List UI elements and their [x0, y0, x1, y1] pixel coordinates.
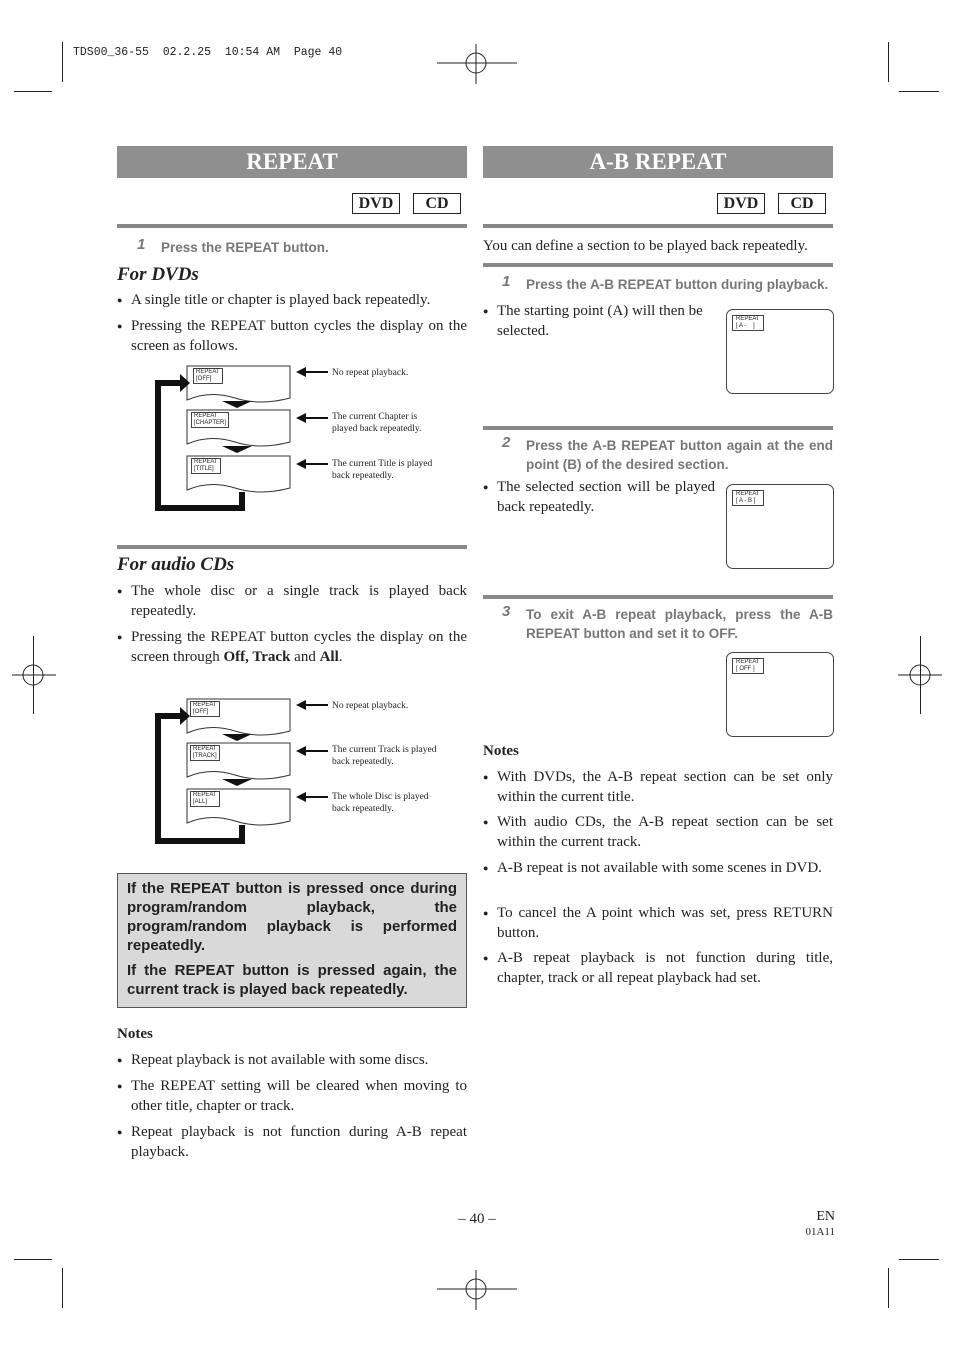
list-item: ● The REPEAT setting will be cleared when moving to other title, chapter or track.: [117, 1077, 467, 1116]
notes-heading: Notes: [483, 743, 519, 759]
step-number: 2: [502, 434, 511, 451]
registration-mark-right: [898, 655, 942, 695]
diagram-label: The current Title is played back repeatedly.: [332, 459, 433, 481]
note-paragraph: If the REPEAT button is pressed again, the current track is played back repeatedly.: [127, 962, 457, 998]
osd-ab-ab: REPEAT [ A - B ]: [732, 490, 764, 506]
osd-ab-a: REPEAT [ A - ]: [732, 315, 764, 331]
list-item: ● A-B repeat playback is not function during title, chapter, track or all repeat playback had set.: [483, 949, 833, 988]
tv-screen-osd: [726, 652, 834, 737]
diagram-label: The current Chapter is played back repeatedly.: [332, 412, 422, 434]
divider: [117, 224, 467, 228]
osd-repeat-track: REPEAT [TRACK]: [190, 745, 220, 761]
divider: [117, 545, 467, 549]
language-code: EN: [816, 1209, 835, 1224]
list-item: ● Repeat playback is not available with some discs.: [117, 1051, 467, 1071]
diagram-label: The whole Disc is played back repeatedly.: [332, 792, 429, 814]
step-instruction: To exit A-B repeat playback, press the A-B REPEAT button and set it to OFF.: [526, 607, 833, 641]
registration-mark-bottom: [437, 1270, 517, 1310]
divider: [483, 426, 833, 430]
list-item: ● A-B repeat is not available with some scenes in DVD.: [483, 859, 833, 879]
list-item: ● The selected section will be played back repeatedly.: [483, 478, 715, 517]
section-title-ab-repeat: A-B REPEAT: [483, 146, 833, 178]
dvd-badge: DVD: [717, 193, 765, 214]
intro-text: You can define a section to be played back repeatedly.: [483, 238, 808, 254]
print-slug: TDS00_36-55 02.2.25 10:54 AM Page 40: [73, 46, 343, 59]
page-number: – 40 –: [458, 1211, 496, 1227]
divider: [483, 263, 833, 267]
list-item: ● To cancel the A point which was set, press RETURN button.: [483, 904, 833, 943]
osd-repeat-title: REPEAT [TITLE]: [191, 458, 221, 474]
osd-repeat-off: REPEAT [OFF]: [193, 368, 223, 384]
step-number: 1: [502, 273, 511, 290]
list-item: ● With DVDs, the A-B repeat section can be set only within the current title.: [483, 768, 833, 807]
step-instruction: Press the A-B REPEAT button during playback.: [526, 277, 829, 292]
for-dvds-heading: For DVDs: [117, 264, 199, 285]
cd-badge: CD: [778, 193, 826, 214]
list-item: ● The starting point (A) will then be selected.: [483, 302, 715, 341]
osd-repeat-all: REPEAT [ALL]: [190, 791, 220, 807]
step-number: 1: [137, 236, 146, 253]
divider: [483, 595, 833, 599]
list-item: ● Repeat playback is not function during A-B repeat playback.: [117, 1123, 467, 1162]
program-random-note-box: [117, 873, 467, 1008]
for-audio-cds-heading: For audio CDs: [117, 554, 235, 575]
diagram-label: No repeat playback.: [332, 368, 409, 378]
document-code: 01A11: [805, 1226, 835, 1238]
list-item: ● Pressing the REPEAT button cycles the display on the screen through Off, Track and All.: [117, 628, 467, 667]
tv-screen-osd: [726, 309, 834, 394]
registration-mark-left: [12, 655, 56, 695]
list-item: ● With audio CDs, the A-B repeat section can be set within the current track.: [483, 813, 833, 852]
step-instruction: Press the REPEAT button.: [161, 240, 329, 255]
osd-ab-off: REPEAT [ OFF ]: [732, 658, 764, 674]
divider: [483, 224, 833, 228]
list-item: ● Pressing the REPEAT button cycles the display on the screen as follows.: [117, 317, 467, 356]
cd-badge: CD: [413, 193, 461, 214]
osd-repeat-chapter: REPEAT [CHAPTER]: [191, 412, 229, 428]
osd-repeat-off: REPEAT [OFF]: [190, 701, 220, 717]
diagram-label: No repeat playback.: [332, 701, 409, 711]
note-paragraph: If the REPEAT button is pressed once during program/random playback, the program/random playback is performed repeatedly.: [127, 880, 457, 954]
dvd-badge: DVD: [352, 193, 400, 214]
list-item: ● A single title or chapter is played back repeatedly.: [117, 291, 467, 311]
tv-screen-osd: [726, 484, 834, 569]
step-number: 3: [502, 603, 511, 620]
notes-heading: Notes: [117, 1026, 153, 1042]
list-item: ● The whole disc or a single track is played back repeatedly.: [117, 582, 467, 621]
section-title-repeat: REPEAT: [117, 146, 467, 178]
diagram-label: The current Track is played back repeatedly.: [332, 745, 437, 767]
registration-mark-top: [437, 44, 517, 84]
step-instruction: Press the A-B REPEAT button again at the end point (B) of the desired section.: [526, 438, 833, 472]
